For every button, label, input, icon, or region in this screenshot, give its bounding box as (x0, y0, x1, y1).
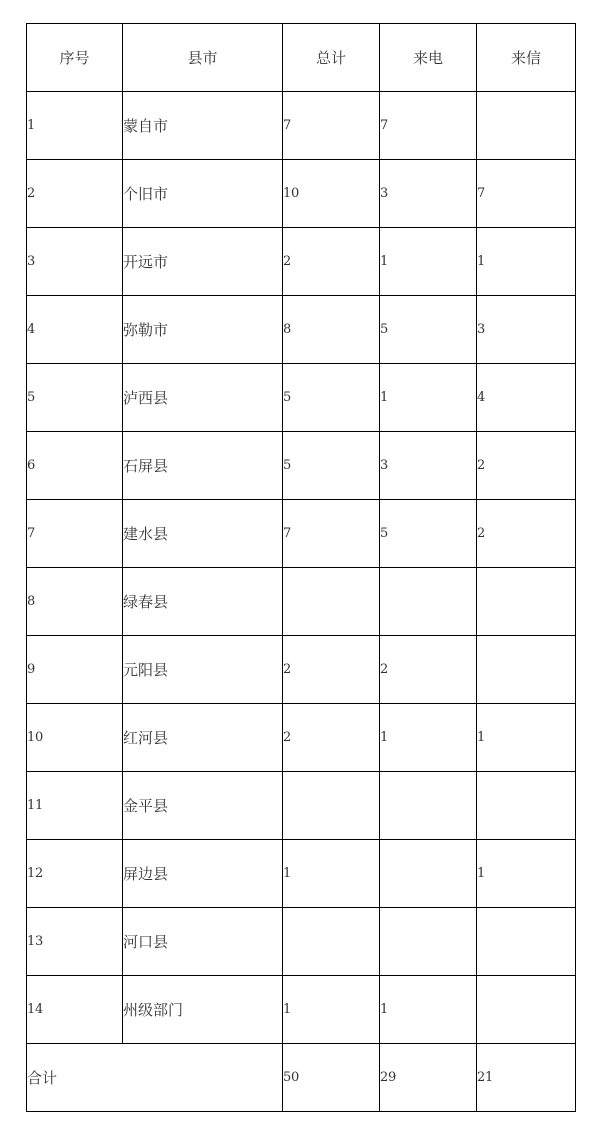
cell-letters (477, 568, 576, 636)
cell-index: 1 (27, 92, 123, 160)
cell-total: 1 (283, 976, 380, 1044)
cell-index: 5 (27, 364, 123, 432)
total-label: 合计 (27, 1044, 283, 1112)
table-row (27, 364, 576, 432)
header-county: 县市 (123, 24, 283, 92)
cell-calls: 3 (380, 432, 477, 500)
table-row (27, 976, 576, 1044)
cell-index: 11 (27, 772, 123, 840)
table-header (27, 24, 576, 92)
cell-county: 建水县 (123, 500, 283, 568)
table-row (27, 772, 576, 840)
cell-total (283, 568, 380, 636)
cell-county: 石屏县 (123, 432, 283, 500)
table-footer (27, 1044, 576, 1112)
cell-calls (380, 772, 477, 840)
cell-calls: 1 (380, 976, 477, 1044)
cell-letters (477, 976, 576, 1044)
table-row (27, 704, 576, 772)
cell-total: 7 (283, 500, 380, 568)
cell-county: 河口县 (123, 908, 283, 976)
cell-letters (477, 772, 576, 840)
cell-letters: 4 (477, 364, 576, 432)
cell-total (283, 772, 380, 840)
cell-total: 2 (283, 704, 380, 772)
cell-index: 12 (27, 840, 123, 908)
cell-calls: 1 (380, 704, 477, 772)
cell-total: 1 (283, 840, 380, 908)
cell-calls: 1 (380, 228, 477, 296)
table-row (27, 840, 576, 908)
cell-county: 泸西县 (123, 364, 283, 432)
cell-calls: 5 (380, 296, 477, 364)
cell-county: 红河县 (123, 704, 283, 772)
cell-county: 金平县 (123, 772, 283, 840)
cell-letters: 2 (477, 500, 576, 568)
total-letters: 21 (477, 1044, 576, 1112)
cell-county: 开远市 (123, 228, 283, 296)
total-sum: 50 (283, 1044, 380, 1112)
cell-letters: 1 (477, 704, 576, 772)
cell-letters (477, 908, 576, 976)
total-calls: 29 (380, 1044, 477, 1112)
cell-index: 13 (27, 908, 123, 976)
header-calls: 来电 (380, 24, 477, 92)
cell-index: 7 (27, 500, 123, 568)
header-letters: 来信 (477, 24, 576, 92)
cell-total: 2 (283, 228, 380, 296)
cell-index: 8 (27, 568, 123, 636)
table-row (27, 636, 576, 704)
cell-total: 5 (283, 432, 380, 500)
cell-letters: 1 (477, 840, 576, 908)
cell-letters: 3 (477, 296, 576, 364)
cell-calls (380, 908, 477, 976)
cell-total: 8 (283, 296, 380, 364)
table-row (27, 568, 576, 636)
table-row (27, 500, 576, 568)
table-row (27, 160, 576, 228)
cell-index: 6 (27, 432, 123, 500)
header-index: 序号 (27, 24, 123, 92)
cell-index: 2 (27, 160, 123, 228)
cell-county: 屏边县 (123, 840, 283, 908)
header-row (27, 24, 576, 92)
cell-index: 9 (27, 636, 123, 704)
cell-total: 5 (283, 364, 380, 432)
cell-total (283, 908, 380, 976)
table-row (27, 432, 576, 500)
cell-calls (380, 568, 477, 636)
cell-letters: 7 (477, 160, 576, 228)
table-row (27, 92, 576, 160)
cell-index: 4 (27, 296, 123, 364)
cell-index: 10 (27, 704, 123, 772)
cell-calls: 3 (380, 160, 477, 228)
cell-letters: 1 (477, 228, 576, 296)
cell-county: 蒙自市 (123, 92, 283, 160)
table-row (27, 908, 576, 976)
cell-letters (477, 636, 576, 704)
cell-calls: 1 (380, 364, 477, 432)
cell-calls (380, 840, 477, 908)
cell-index: 14 (27, 976, 123, 1044)
cell-total: 10 (283, 160, 380, 228)
cell-letters: 2 (477, 432, 576, 500)
cell-county: 绿春县 (123, 568, 283, 636)
header-total: 总计 (283, 24, 380, 92)
cell-calls: 7 (380, 92, 477, 160)
cell-county: 弥勒市 (123, 296, 283, 364)
cell-county: 元阳县 (123, 636, 283, 704)
total-row (27, 1044, 576, 1112)
cell-total: 7 (283, 92, 380, 160)
cell-county: 个旧市 (123, 160, 283, 228)
cell-total: 2 (283, 636, 380, 704)
table-row (27, 296, 576, 364)
cell-calls: 5 (380, 500, 477, 568)
cell-calls: 2 (380, 636, 477, 704)
complaints-table (26, 23, 576, 1112)
cell-county: 州级部门 (123, 976, 283, 1044)
cell-letters (477, 92, 576, 160)
table-body (27, 92, 576, 1044)
cell-index: 3 (27, 228, 123, 296)
table-row (27, 228, 576, 296)
